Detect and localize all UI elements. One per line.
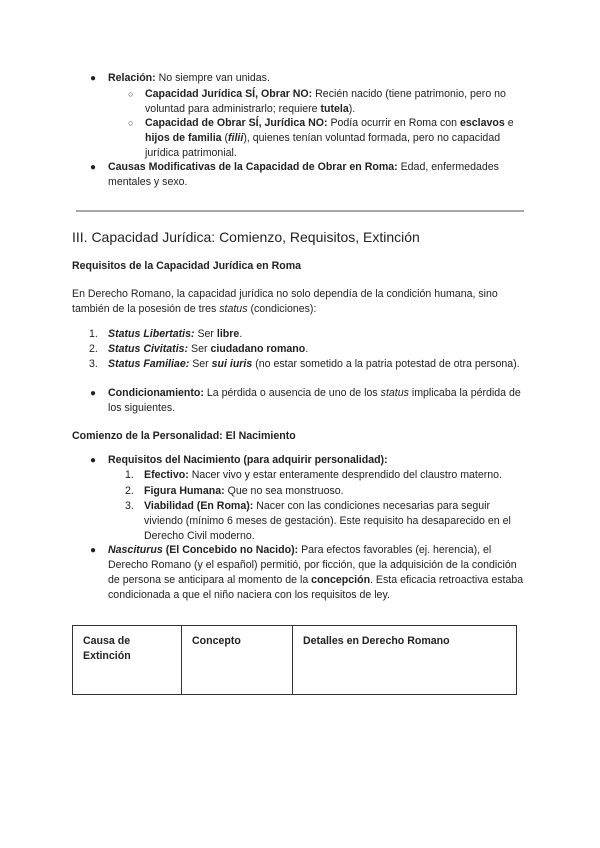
horizontal-rule [76, 210, 524, 212]
status-item-3: 3. Status Familiae: Ser sui iuris (no estar sometido a la patria potestad de otra persona). [89, 358, 520, 370]
extincion-table [72, 625, 517, 695]
table-header-causa: Causa de Extinción [73, 626, 182, 695]
bullet-nasciturus: ● Nasciturus (El Concebido no Nacido): Para efectos favorables (ej. herencia), el Derecho Romano (y el español) permitió, por ficción, que la adquisición de la condición de persona se anticipara al momento de la concepción. Esta eficacia retroactiva estaba condicionada a que el niño naciera con los requisitos de ley. [90, 544, 524, 601]
table-row [73, 626, 517, 695]
bullet-dot: ● [90, 73, 97, 84]
subheading-requisitos: Requisitos de la Capacidad Jurídica en Roma [72, 260, 302, 272]
status-item-2: 2. Status Civitatis: Ser ciudadano romano. [89, 343, 309, 355]
bullet-dot: ● [90, 162, 97, 173]
table-header-concepto: Concepto [182, 626, 293, 695]
bullet-relacion: ● Relación: No siempre van unidas. [90, 72, 270, 84]
bullet-circle: ○ [128, 118, 134, 128]
status-item-1: 1. Status Libertatis: Ser libre. [89, 328, 243, 340]
table-header-detalles: Detalles en Derecho Romano [293, 626, 517, 695]
section-title: III. Capacidad Jurídica: Comienzo, Requisitos, Extinción [72, 229, 420, 245]
nac-item-3: 3. Viabilidad (En Roma): Nacer con las condiciones necesarias para seguir viviendo (mínimo 6 meses de gestación). Este requisito ha desaparecido en el Derecho Civil moderno. [125, 500, 511, 542]
intro-paragraph: En Derecho Romano, la capacidad jurídica no solo dependía de la condición humana, sino también de la posesión de tres status (condiciones): [72, 288, 498, 315]
bullet-requisitos-nacimiento: ● Requisitos del Nacimiento (para adquirir personalidad): [90, 454, 388, 466]
sub-bullet-obrar-si: ○ Capacidad de Obrar SÍ, Jurídica NO: Podía ocurrir en Roma con esclavos e hijos de familia (filii), quienes tenían voluntad formada, pero no capacidad jurídica patrimonial. [128, 117, 514, 159]
bullet-circle: ○ [128, 89, 134, 99]
bullet-causas: ● Causas Modificativas de la Capacidad de Obrar en Roma: Edad, enfermedades mentales y sexo. [90, 161, 499, 188]
bullet-dot: ● [90, 455, 97, 466]
nac-item-1: 1. Efectivo: Nacer vivo y estar enteramente desprendido del claustro materno. [125, 469, 503, 481]
sub-bullet-juridica-si: ○ Capacidad Jurídica SÍ, Obrar NO: Recién nacido (tiene patrimonio, pero no voluntad para administrarlo; requiere tutela). [128, 88, 506, 115]
subheading-comienzo: Comienzo de la Personalidad: El Nacimiento [72, 430, 296, 442]
bullet-dot: ● [90, 545, 97, 556]
nac-item-2: 2. Figura Humana: Que no sea monstruoso. [125, 485, 344, 497]
bullet-dot: ● [90, 388, 97, 399]
bullet-condicionamiento: ● Condicionamiento: La pérdida o ausencia de uno de los status implicaba la pérdida de los siguientes. [90, 387, 521, 414]
